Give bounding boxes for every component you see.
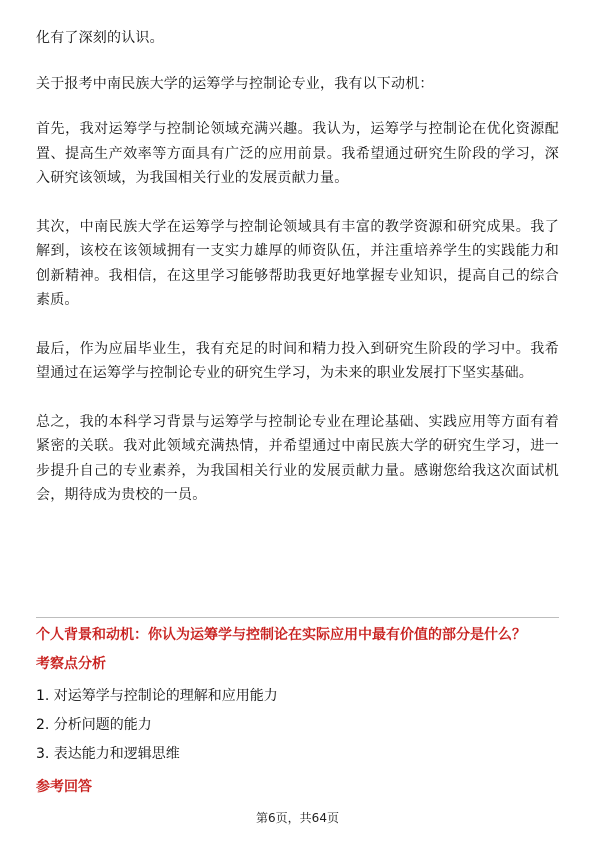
interview-question: 个人背景和动机：你认为运筹学与控制论在实际应用中最有价值的部分是什么？ bbox=[36, 627, 526, 643]
list-item: 2. 分析问题的能力 bbox=[36, 717, 152, 733]
analysis-heading: 考察点分析 bbox=[36, 656, 106, 672]
paragraph-last: 最后，作为应届毕业生，我有充足的时间和精力投入到研究生阶段的学习中。我希望通过在运筹学与控制论专业的研究生学习，为未来的职业发展打下坚实基础。 bbox=[36, 340, 559, 381]
paragraph-conclusion: 总之，我的本科学习背景与运筹学与控制论专业在理论基础、实践应用等方面有着紧密的关联。我对此领域充满热情，并希望通过中南民族大学的研究生学习，进一步提升自己的专业素养，为我国相关行业的发展贡献力量。感谢您给我这次面试机会，期待成为贵校的一员。 bbox=[36, 413, 559, 503]
paragraph-motivation-intro: 关于报考中南民族大学的运筹学与控制论专业，我有以下动机： bbox=[36, 75, 434, 92]
paragraph-continuation: 化有了深刻的认识。 bbox=[36, 30, 164, 46]
section-divider bbox=[36, 617, 559, 618]
reference-heading: 参考回答 bbox=[36, 779, 92, 795]
list-item: 1. 对运筹学与控制论的理解和应用能力 bbox=[36, 688, 278, 704]
paragraph-first: 首先，我对运筹学与控制论领域充满兴趣。我认为，运筹学与控制论在优化资源配置、提高生产效率等方面具有广泛的应用前景。我希望通过研究生阶段的学习，深入研究该领域，为我国相关行业的发展贡献力量。 bbox=[36, 121, 559, 186]
document-body bbox=[36, 26, 559, 508]
page-number: 第6页，共64页 bbox=[256, 811, 339, 825]
paragraph-second: 其次，中南民族大学在运筹学与控制论领域具有丰富的教学资源和研究成果。我了解到，该校在该领域拥有一支实力雄厚的师资队伍，并注重培养学生的实践能力和创新精神。我相信，在这里学习能够帮助我更好地掌握专业知识，提高自己的综合素质。 bbox=[36, 218, 559, 308]
analysis-list bbox=[36, 682, 278, 769]
list-item: 3. 表达能力和逻辑思维 bbox=[36, 746, 180, 762]
